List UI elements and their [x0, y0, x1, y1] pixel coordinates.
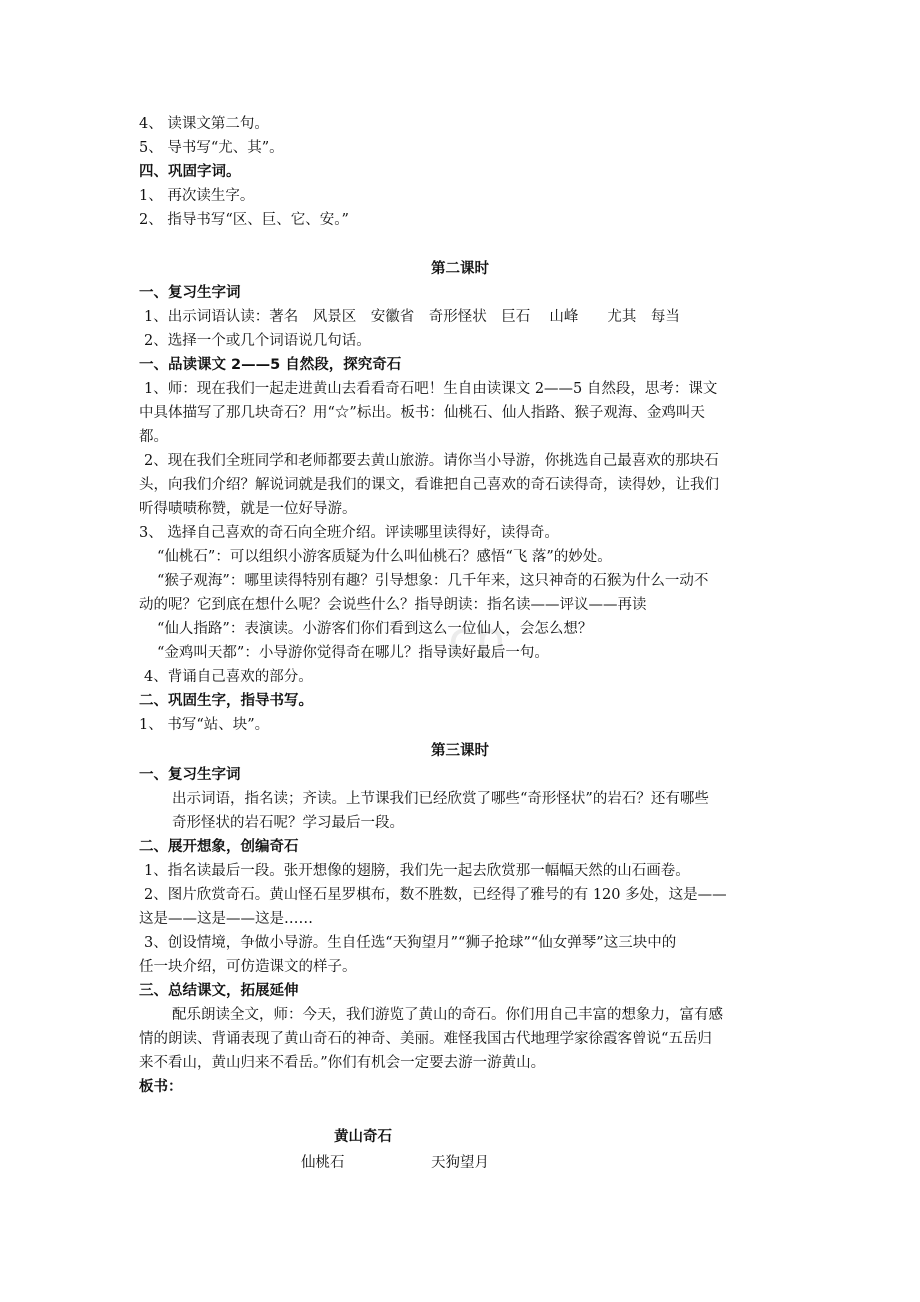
text-line: 3、 选择自己喜欢的奇石向全班介绍。评读哪里读得好，读得奇。: [139, 525, 559, 541]
lesson-title: 第二课时: [431, 261, 489, 277]
section-heading: 一、复习生字词: [139, 767, 241, 783]
lesson-title: 第三课时: [431, 743, 489, 759]
board-label: 板书：: [139, 1079, 183, 1095]
text-line: 头，向我们介绍？解说词就是我们的课文，看谁把自己喜欢的奇石读得奇，读得妙，让我们: [139, 477, 719, 493]
text-line: 这是——这是——这是……: [139, 911, 313, 927]
section-heading: 一、品读课文 2——5 自然段，探究奇石: [139, 357, 402, 373]
text-line: 1、出示词语认读：著名 风景区 安徽省 奇形怪状 巨石 山峰 尤其 每当: [144, 309, 680, 325]
text-line: “猴子观海”：哪里读得特别有趣？引导想象：几千年来，这只神奇的石猴为什么一动不: [157, 573, 709, 589]
text-line: 任一块介绍，可仿造课文的样子。: [139, 959, 357, 975]
board-item-right: 天狗望月: [431, 1155, 489, 1171]
text-line: 4、背诵自己喜欢的部分。: [144, 669, 313, 685]
board-title: 黄山奇石: [334, 1129, 392, 1145]
text-line: 来不看山，黄山归来不看岳。”你们有机会一定要去游一游黄山。: [139, 1055, 546, 1071]
section-heading: 四、巩固字词。: [139, 164, 241, 180]
text-line: 1、 再次读生字。: [139, 188, 255, 204]
text-line: 奇形怪状的岩石呢？学习最后一段。: [172, 815, 404, 831]
text-line: 5、 导书写“尤、其”。: [139, 140, 284, 156]
text-line: 都。: [139, 429, 168, 445]
board-item-left: 仙桃石: [301, 1155, 345, 1171]
text-line: 1、师：现在我们一起走进黄山去看看奇石吧！生自由读课文 2——5 自然段，思考：课文: [144, 381, 718, 397]
text-line: 2、选择一个或几个词语说几句话。: [144, 333, 371, 349]
text-line: “金鸡叫天都”：小导游你觉得奇在哪儿？指导读好最后一句。: [157, 645, 549, 661]
text-line: 配乐朗读全文，师：今天，我们游览了黄山的奇石。你们用自己丰富的想象力，富有感: [172, 1007, 723, 1023]
text-line: 出示词语，指名读；齐读。上节课我们已经欣赏了哪些“奇形怪状”的岩石？还有哪些: [172, 791, 709, 807]
section-heading: 一、复习生字词: [139, 285, 241, 301]
text-line: 2、图片欣赏奇石。黄山怪石星罗棋布，数不胜数，已经得了雅号的有 120 多处，这是——: [144, 887, 727, 903]
text-line: 2、现在我们全班同学和老师都要去黄山旅游。请你当小导游，你挑选自己最喜欢的那块石: [144, 453, 719, 469]
section-heading: 二、巩固生字，指导书写。: [139, 693, 313, 709]
text-line: 1、指名读最后一段。张开想像的翅膀，我们先一起去欣赏那一幅幅天然的山石画卷。: [144, 863, 690, 879]
text-line: 中具体描写了那几块奇石？用“☆”标出。板书：仙桃石、仙人指路、猴子观海、金鸡叫天: [139, 405, 705, 421]
text-line: 动的呢？它到底在想什么呢？会说些什么？指导朗读：指名读——评议——再读: [139, 597, 647, 613]
text-line: 听得啧啧称赞，就是一位好导游。: [139, 501, 357, 517]
section-heading: 二、展开想象，创编奇石: [139, 839, 299, 855]
watermark: .cn: [432, 612, 508, 668]
text-line: 3、创设情境，争做小导游。生自任选“天狗望月”“狮子抢球”“仙女弹琴”这三块中的: [144, 935, 677, 951]
text-line: 情的朗读、背诵表现了黄山奇石的神奇、美丽。难怪我国古代地理学家徐霞客曾说“五岳归: [139, 1031, 712, 1047]
text-line: “仙桃石”：可以组织小游客质疑为什么叫仙桃石？感悟“飞 落”的妙处。: [157, 549, 612, 565]
text-line: “仙人指路”：表演读。小游客们你们看到这么一位仙人，会怎么想？: [157, 621, 593, 637]
text-line: 2、 指导书写“区、巨、它、安。”: [139, 212, 349, 228]
text-line: 1、 书写“站、块”。: [139, 717, 270, 733]
section-heading: 三、总结课文，拓展延伸: [139, 983, 299, 999]
text-line: 4、 读课文第二句。: [139, 116, 269, 132]
